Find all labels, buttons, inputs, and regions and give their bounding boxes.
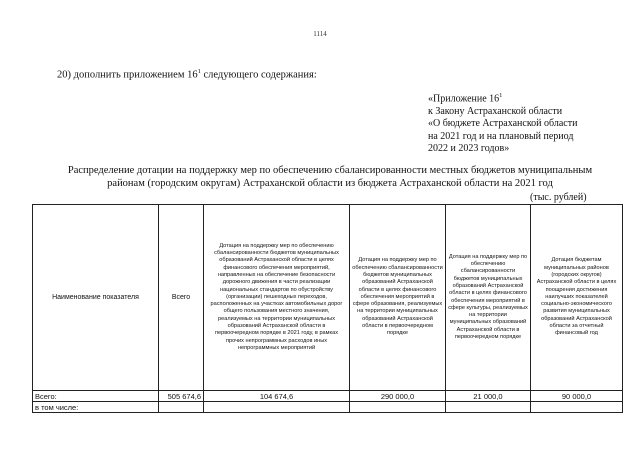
appendix-header: [428, 90, 577, 155]
header-road-safety-grant: Дотация на поддержку мер по обеспечению сбалансированности бюджетов муниципальных образований Астраханской области в целях финансового обеспечения мероприятий, направленных на обеспечение безопасности дорожного движения в части реализации национальных стандартов по обустройству (организации) пешеходных переходов, расположенных на участках автомобильных дорог общего пользования местного значения, реализуемых на территории муниципальных образований Астраханской области в первоочередном порядке в 2021 году, в рамках прочих непрограммных расходов иных непрограммных мероприятий: [204, 205, 350, 391]
intro-text-after: следующего содержания:: [200, 69, 317, 81]
total-row-label: Всего:: [33, 391, 159, 402]
document-title: [40, 165, 620, 190]
including-cell-road-safety: [204, 402, 350, 413]
appendix-line-3: «О бюджете Астраханской области: [428, 118, 578, 130]
appendix-line-2: к Закону Астраханской области: [428, 105, 563, 117]
header-incentive-grant: Дотация бюджетам муниципальных районов (городских округов) Астраханской области в целях поощрения достижения наилучших показателей социально-экономического развития муниципальных образований Астраханской области за отчетный финансовый год: [531, 205, 623, 391]
including-cell-total: [159, 402, 204, 413]
units-label: (тыс. рублей): [530, 192, 587, 203]
intro-superscript: 1: [197, 68, 201, 75]
header-culture-grant: Дотация на поддержку мер по обеспечению сбалансированности бюджетов муниципальных образований Астраханской области в целях финансового обеспечения мероприятий в сфере культуры, реализуемых на территории муниципальных образований Астраханской области в первоочередном порядке: [446, 205, 531, 391]
header-indicator-name: Наименование показателя: [33, 205, 159, 391]
header-education-grant: Дотация на поддержку мер по обеспечению сбалансированности бюджетов муниципальных образований Астраханской области в целях финансового обеспечения мероприятий в сфере образования, реализуемых на территории муниципальных образований Астраханской области в первоочередном порядке: [350, 205, 446, 391]
intro-text-before: 20) дополнить приложением 16: [57, 69, 198, 81]
header-total: Всего: [159, 205, 204, 391]
including-cell-education: [350, 402, 446, 413]
appendix-line-5: 2022 и 2023 годов»: [428, 142, 510, 154]
road-safety-value: 104 674,6: [204, 391, 350, 402]
incentive-value: 90 000,0: [531, 391, 623, 402]
page-number: 1114: [313, 30, 327, 38]
table-row-including: [33, 402, 623, 413]
total-value: 505 674,6: [159, 391, 204, 402]
table-header-row: [33, 205, 623, 391]
title-line-1: Распределение дотации на поддержку мер по обеспечению сбалансированности местных бюджетов муниципальным: [67, 165, 593, 176]
culture-value: 21 000,0: [446, 391, 531, 402]
appendix-line-1: [428, 90, 577, 106]
appendix-label: «Приложение 16: [428, 93, 500, 105]
including-cell-incentive: [531, 402, 623, 413]
appendix-line-4: на 2021 год и на плановый период: [428, 130, 574, 142]
subsidy-table: [32, 204, 623, 413]
intro-paragraph: [57, 68, 317, 81]
appendix-superscript: 1: [499, 92, 503, 99]
education-value: 290 000,0: [350, 391, 446, 402]
including-cell-culture: [446, 402, 531, 413]
title-line-2: районам (городским округам) Астраханской области из бюджета Астраханской области на 2021 год: [107, 177, 553, 189]
table-row-total: [33, 391, 623, 402]
including-row-label: в том числе:: [33, 402, 159, 413]
